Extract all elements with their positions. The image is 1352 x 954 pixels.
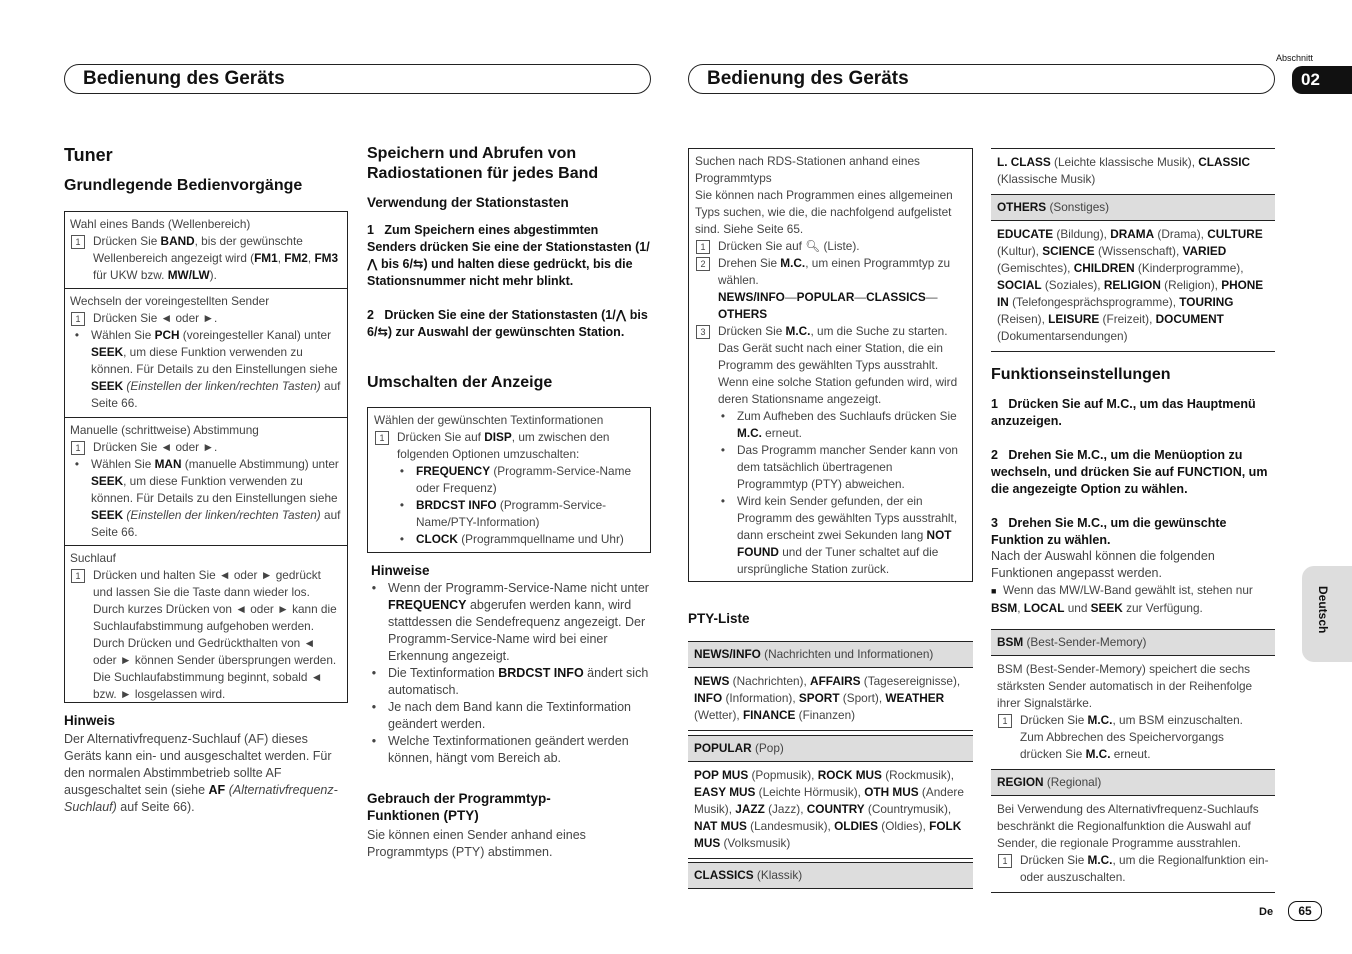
pty-list-title: PTY-Liste — [688, 611, 750, 626]
pty-usage-text: Sie können einen Sender anhand eines Programmtyps (PTY) abstimmen. — [367, 828, 586, 859]
store-recall-title-line2: Radiostationen für jedes Band — [367, 165, 599, 182]
basic-operations-title: Grundlegende Bedienvorgänge — [64, 177, 303, 194]
right-header-title: Bedienung des Geräts — [707, 68, 909, 89]
section-badge — [1292, 66, 1352, 94]
step-2-recall: 2 Drücken Sie eine der Stationstasten (1/⋀ bis 6/⇆) zur Auswahl der gewünschten Station. — [367, 308, 648, 339]
pty-usage-title — [367, 790, 551, 824]
left-header-title: Bedienung des Geräts — [83, 68, 285, 89]
step-1-store: 1 Zum Speichern eines abgestimmten Senders drücken Sie eine der Stationstasten (1/⋀ bis 6/⇆) und halten diese gedrückt, bis die Stationsnummer nicht mehr blinkt. — [367, 223, 650, 288]
right-page-header — [688, 64, 1275, 94]
function-table: BSM (Best-Sender-Memory) BSM (Best-Sender-Memory) speichert die sechs stärksten Sender automatisch in der Reihenfolge ihrer Signalstärke. 1 Drücken Sie M.C., um BSM einzuschalten. Zum Abbrechen des Speichervorgangs drücken Sie M.C. erneut. REGION (Regional) Bei Verwendung des Alternativfrequenz-Suchlaufs beschränkt die Regionalfunktion die Auswahl auf Sender, die regionale Programme ausstrahlen. 1 Drücken Sie M.C., um die Regionalfunktion ein- oder auszuschalten. — [991, 629, 1275, 893]
pty-usage-title-line2: Funktionen (PTY) — [367, 808, 479, 823]
footer-lang: De — [1259, 906, 1274, 918]
repeat-icon: ⇆ — [412, 257, 424, 271]
language-side-tab — [1302, 566, 1352, 662]
pty-search-table: Suchen nach RDS-Stationen anhand eines Programmtyps Sie können nach Programmen eines allgemeinen Typs suchen, wie die, die nachfolgend aufgelistet sind. Siehe Seite 65. 1 Drücken Sie auf 🔍︎ (Liste). 2 Drehen Sie M.C., um einen Programmtyp zu wählen. NEWS/INFO—POPULAR—CLASSICS—OTHERS 3 Drücken Sie M.C., um die Suche zu starten. Das Gerät sucht nach einer Station, die ein Programm des gewählten Typs ausstrahlt. Wenn eine solche Station gefunden wird, wird deren Stationsname angezeigt. • Zum Aufheben des Suchlaufs drücken Sie M.C. erneut. • Das Programm mancher Sender kann von dem tatsächlich übertragenen Programmtyp (PTY) abweichen. • Wird kein Sender gefunden, der ein Programm des gewählten Typs ausstrahlt, dann erscheint zwei Sekunden lang NOT FOUND und der Tuner schaltet auf die ursprüngliche Station zurück. — [688, 148, 973, 582]
store-recall-title-line1: Speichern und Abrufen von — [367, 145, 577, 162]
pty-list-continued: L. CLASS (Leichte klassische Musik), CLASSIC (Klassische Musik) OTHERS (Sonstiges) EDUCATE (Bildung), DRAMA (Drama), CULTURE (Kultur), SCIENCE (Wissenschaft), VARIED (Gemischtes), CHILDREN (Kinderprogramme), SOCIAL (Soziales), RELIGION (Religion), PHONE IN (Telefongesprächsprogramme), TOURING (Reisen), LEISURE (Freizeit), DOCUMENT (Dokumentarsendungen) — [991, 148, 1275, 352]
section-number: 02 — [1301, 70, 1320, 89]
func-step-3-text: Nach der Auswahl können die folgenden Funktionen angepasst werden. — [991, 549, 1215, 580]
function-settings-title: Funktionseinstellungen — [991, 366, 1171, 383]
repeat-icon: ⇆ — [377, 325, 388, 339]
af-hint-text: Der Alternativfrequenz-Suchlauf (AF) dieses Geräts kann ein- und ausgeschaltet werden. Für den normalen Abstimmbetrieb sollte AF ausgeschaltet sein (siehe AF (Alternativfrequenz-Suchlauf) auf Seite 66). — [64, 732, 338, 814]
hint-title: Hinweis — [64, 713, 116, 728]
section-label: Abschnitt — [1276, 53, 1314, 63]
display-info-table: Wählen der gewünschten Textinformationen 1 Drücken Sie auf DISP, um zwischen den folgenden Optionen umzuschalten: • FREQUENCY (Programm-Service-Name oder Frequenz) • BRDCST INFO (Programm-Service-Name/PTY-Information) • CLOCK (Programmquellname und Uhr) — [367, 407, 651, 553]
up-arrow-icon: ⋀ — [367, 257, 378, 271]
func-note: ■ Wenn das MW/LW-Band gewählt ist, stehen nur BSM, LOCAL und SEEK zur Verfügung. — [991, 583, 1253, 615]
preset-section: Wechseln der voreingestellten Sender 1 Drücken Sie ◄ oder ►. • Wählen Sie PCH (voreingesteller Kanal) unter SEEK, um diese Funktion verwenden zu können. Für Details zu den Einstellungen siehe SEEK (Einstellen der linken/rechten Tasten) auf Seite 66. — [65, 289, 347, 418]
seek-section: Suchlauf 1 Drücken und halten Sie ◄ oder ► gedrückt und lassen Sie die Taste dann wieder los. Durch kurzes Drücken von ◄ oder ► kann die Suchlaufabstimmung aufgehoben werden. Durch Drücken und Gedrückthalten von ◄ oder ► können Sender übersprungen werden. Die Suchlaufabstimmung beginnt, sobald ◄ bzw. ► losgelassen wird. — [70, 551, 337, 701]
tuner-title: Tuner — [64, 145, 113, 165]
manual-tuning-section: Manuelle (schrittweise) Abstimmung 1 Drücken Sie ◄ oder ►. • Wählen Sie MAN (manuelle Abstimmung) unter SEEK, um diese Funktion verwenden zu können. Für Details zu den Einstellungen siehe SEEK (Einstellen der linken/rechten Tasten) auf Seite 66. — [65, 418, 347, 546]
switch-display-title: Umschalten der Anzeige — [367, 374, 553, 391]
operations-table — [64, 211, 348, 703]
display-hints-list: • Wenn der Programm-Service-Name nicht unter FREQUENCY abgerufen werden kann, wird stattdessen die Sendefrequenz angezeigt. Der Programm-Service-Name wird bei einer Erkennung angezeigt. • Die Textinformation BRDCST INFO ändert sich automatisch. • Je nach dem Band kann die Textinformation geändert werden. • Welche Textinformationen geändert werden können, hängt vom Bereich ab. — [371, 581, 649, 765]
func-step-3: 3 Drehen Sie M.C., um die gewünschte Funktion zu wählen. — [991, 516, 1227, 547]
func-step-1: 1 Drücken Sie auf M.C., um das Hauptmenü anzuzeigen. — [991, 397, 1256, 428]
pty-list-table: NEWS/INFO (Nachrichten und Informationen) NEWS (Nachrichten), AFFAIRS (Tagesereignisse), INFO (Information), SPORT (Sport), WEATHER (Wetter), FINANCE (Finanzen) POPULAR (Pop) POP MUS (Popmusik), ROCK MUS (Rockmusik), EASY MUS (Leichte Hörmusik), OTH MUS (Andere Musik), JAZZ (Jazz), COUNTRY (Countrymusik), NAT MUS (Landesmusik), OLDIES (Oldies), FOLK MUS (Volksmusik) CLASSICS (Klassik) — [688, 641, 973, 889]
magnifier-icon: 🔍︎ — [805, 239, 821, 253]
hints-title: Hinweise — [371, 563, 430, 578]
func-step-2: 2 Drehen Sie M.C., um die Menüoption zu wechseln, und drücken Sie auf FUNCTION, um die angezeigte Option zu wählen. — [991, 448, 1268, 496]
left-page-header — [64, 64, 651, 94]
page-number: 65 — [1288, 901, 1322, 921]
up-arrow-icon: ⋀ — [615, 308, 627, 322]
side-tab-label: Deutsch — [1316, 586, 1330, 634]
preset-keys-subtitle: Verwendung der Stationstasten — [367, 195, 569, 210]
store-recall-title — [367, 145, 598, 183]
band-select-section: Wahl eines Bands (Wellenbereich) 1 Drücken Sie BAND, bis der gewünschte Wellenbereich angezeigt wird (FM1, FM2, FM3 für UKW bzw. MW/LW). — [65, 212, 347, 289]
pty-usage-title-line1: Gebrauch der Programmtyp- — [367, 791, 551, 806]
